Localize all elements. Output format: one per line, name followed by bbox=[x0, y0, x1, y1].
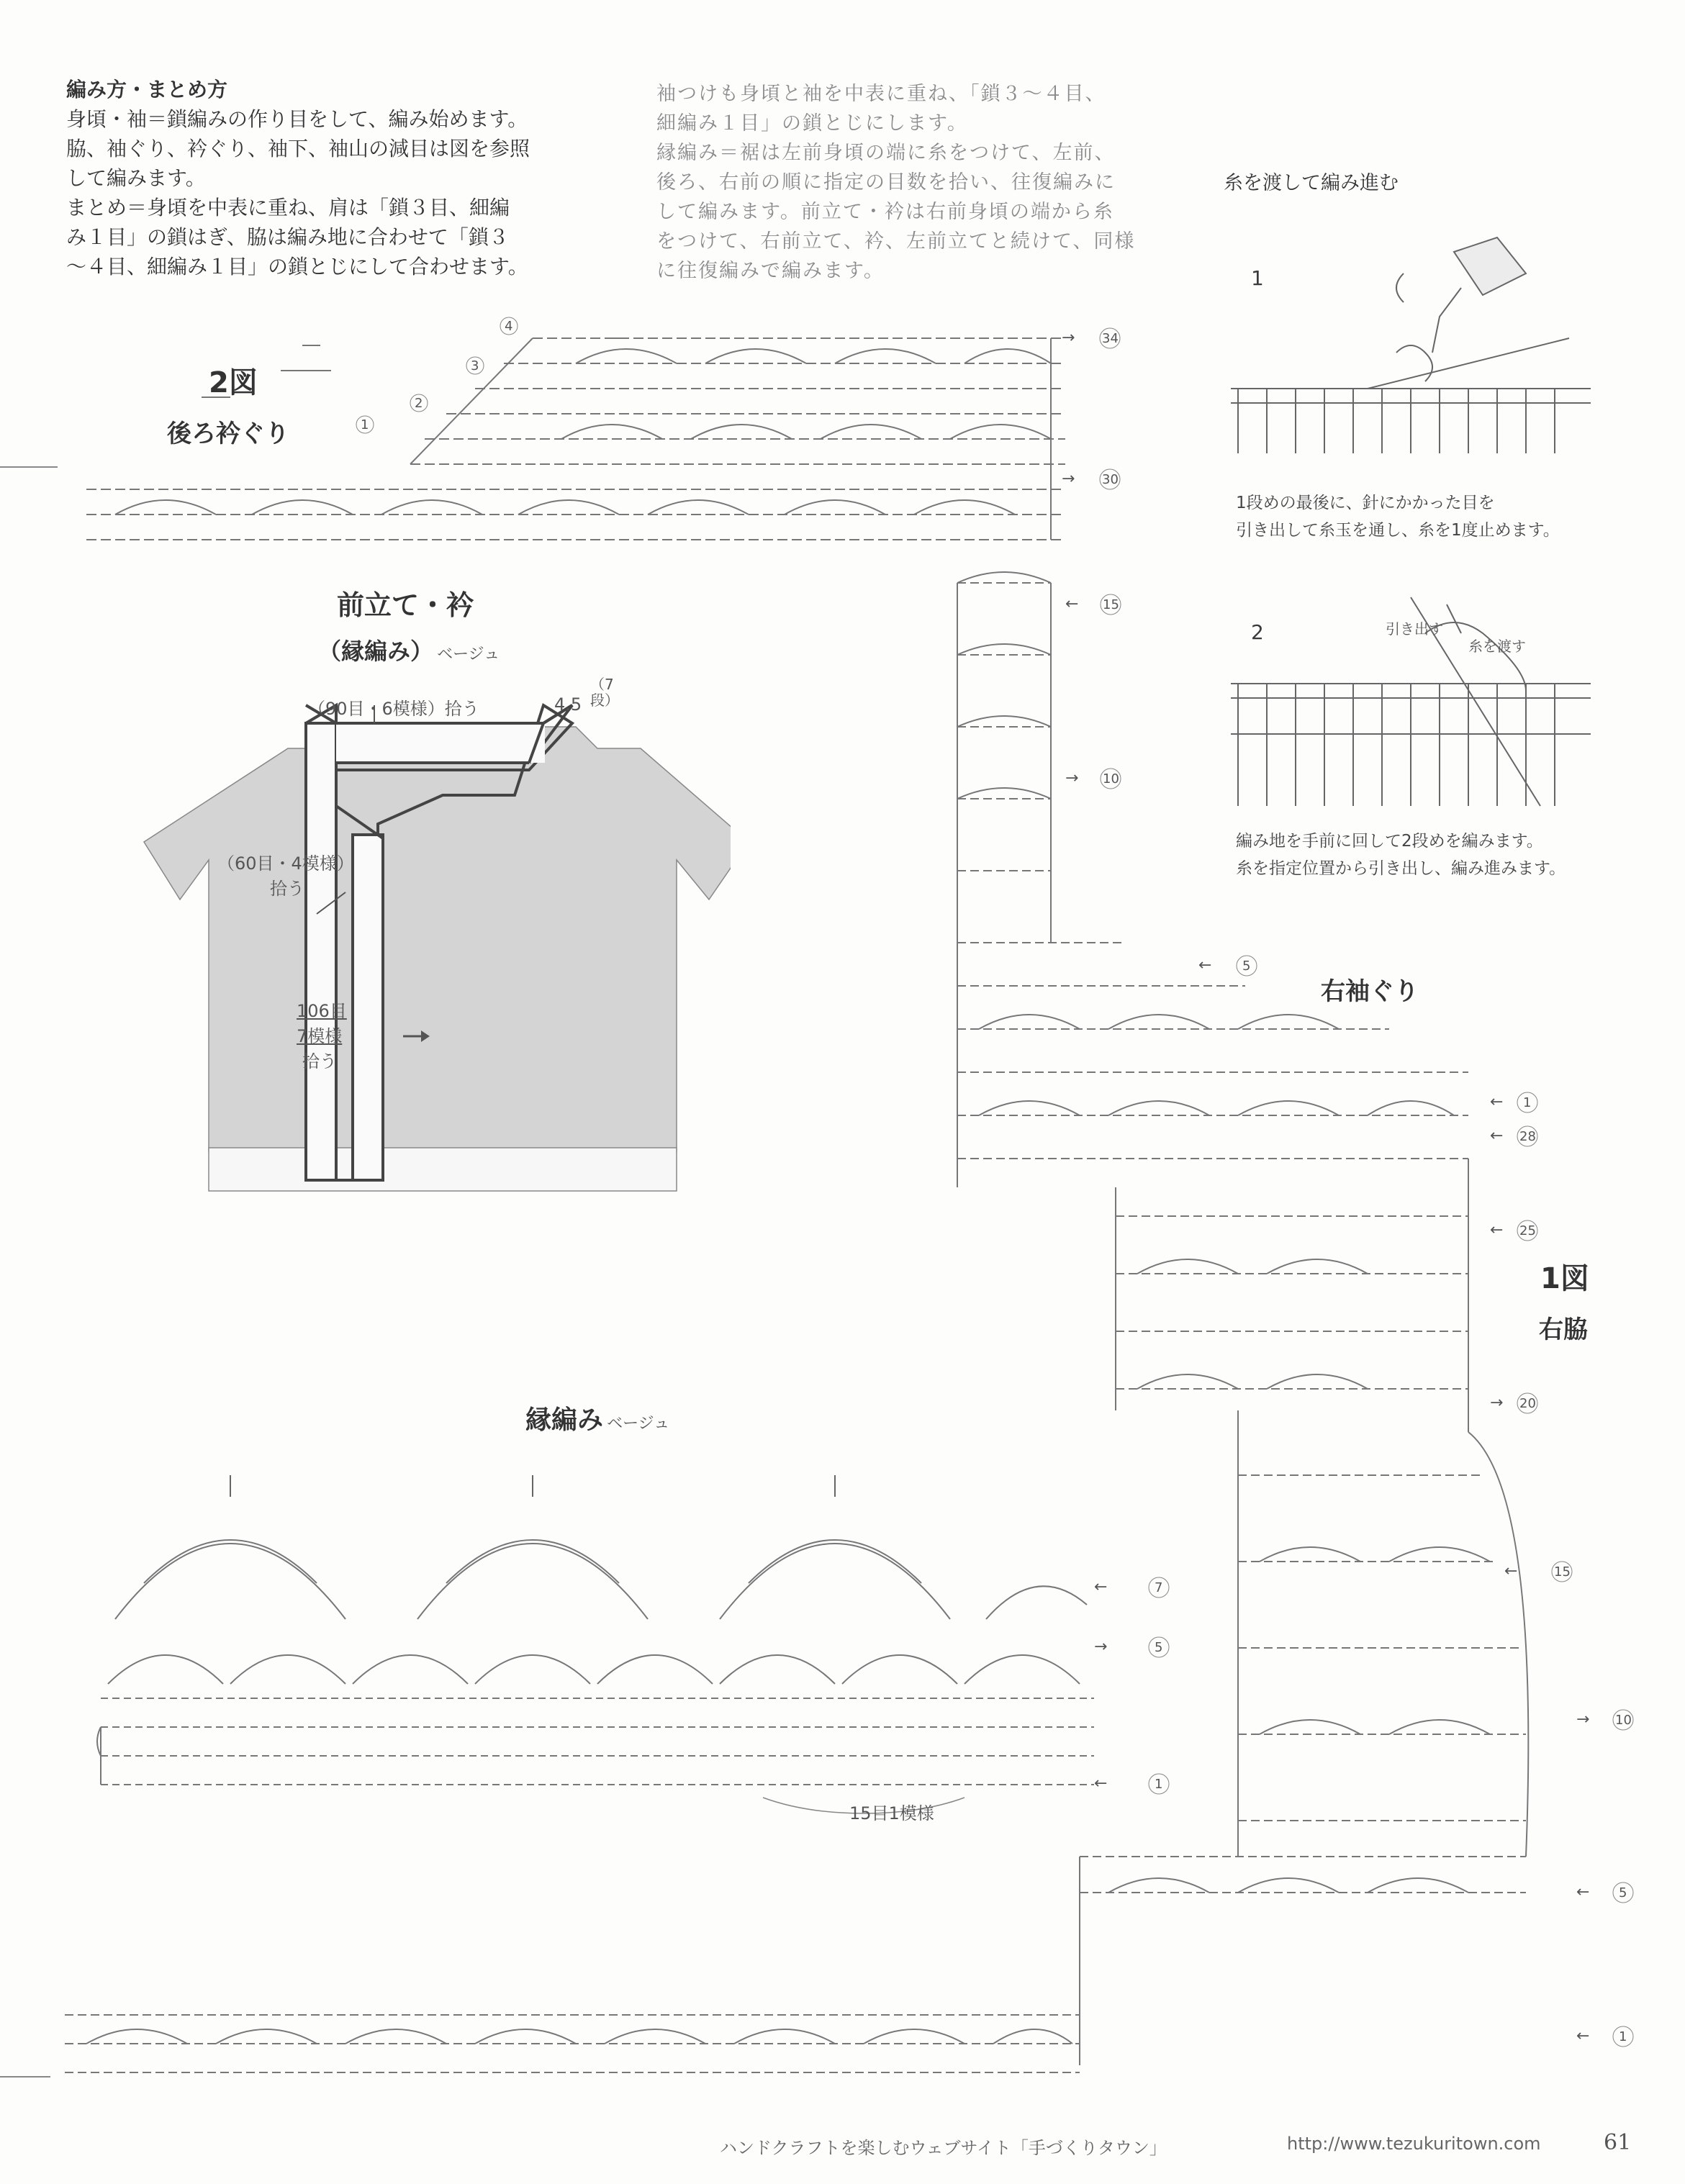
instruction-line: して編みます。 bbox=[66, 166, 206, 190]
svg-text:←: ← bbox=[1490, 1127, 1504, 1145]
instruction-line: み１目」の鎖はぎ、脇は編み地に合わせて「鎖３ bbox=[66, 225, 509, 249]
fig1-row-label: 10 bbox=[1615, 1713, 1632, 1728]
front-band-subtitle-row bbox=[318, 633, 500, 666]
edging-repeat-label: 15目1模様 bbox=[849, 1803, 934, 1823]
fig1-row-label: 20 bbox=[1519, 1396, 1536, 1411]
tip-illustration-1 bbox=[1224, 209, 1598, 468]
fig1-row-label: 5 bbox=[1242, 959, 1251, 974]
fig2-row-label-30: 30 bbox=[1102, 472, 1119, 487]
fig2-row-label-34: 34 bbox=[1102, 331, 1119, 346]
fig1-row-label: 25 bbox=[1519, 1223, 1536, 1238]
margin-rule bbox=[0, 2076, 50, 2077]
fig1-row-label: 1 bbox=[1619, 2029, 1627, 2044]
tip-label-pull: 引き出す bbox=[1386, 620, 1443, 638]
edging-title-row bbox=[525, 1400, 669, 1436]
pickup-front-label: 106目 bbox=[297, 1001, 347, 1021]
page-number: 61 bbox=[1604, 2130, 1632, 2155]
fig2-chart bbox=[72, 309, 1152, 547]
fig2-step-label: 4 bbox=[505, 319, 513, 334]
fig1-row-label: 10 bbox=[1103, 771, 1119, 787]
svg-text:←: ← bbox=[1490, 1093, 1504, 1111]
instruction-line: 身頃・袖＝鎖編みの作り目をして、編み始めます。 bbox=[66, 107, 528, 131]
svg-text:→: → bbox=[1094, 1638, 1108, 1656]
edging-color: ベージュ bbox=[607, 1415, 670, 1433]
tip-step1-number: 1 bbox=[1251, 266, 1264, 290]
instructions-left bbox=[66, 75, 642, 281]
tip-label-carry: 糸を渡す bbox=[1468, 638, 1526, 655]
pickup-side-label2: 拾う bbox=[270, 879, 304, 899]
fig2-subtitle: 後ろ衿ぐり bbox=[167, 420, 289, 448]
svg-text:→: → bbox=[1490, 1394, 1504, 1412]
instruction-line: 袖つけも身頃と袖を中表に重ね、「鎖３〜４目、 bbox=[656, 83, 1106, 105]
pickup-side-label: （60目・4模様） bbox=[217, 853, 354, 874]
fig1-title: 1図 bbox=[1540, 1262, 1589, 1295]
tip-caption-line: 糸を指定位置から引き出し、編み進みます。 bbox=[1236, 859, 1566, 878]
svg-text:←: ← bbox=[1576, 2027, 1590, 2045]
tip-caption-line: 1段めの最後に、針にかかった目を bbox=[1236, 494, 1495, 512]
edging-row-label: 7 bbox=[1155, 1580, 1163, 1595]
instructions-right bbox=[656, 79, 1203, 286]
fig2-title: 2図 bbox=[209, 366, 258, 399]
front-band-title: 前立て・衿 bbox=[337, 589, 474, 621]
instruction-line: して編みます。前立て・衿は右前身頃の端から糸 bbox=[656, 201, 1114, 223]
svg-text:←: ← bbox=[1065, 595, 1079, 613]
edging-row-label: 5 bbox=[1155, 1640, 1163, 1655]
band-width-label: 4.5 bbox=[554, 694, 582, 715]
fig1-row-label: 1 bbox=[1523, 1095, 1532, 1110]
edging-row-label: 1 bbox=[1155, 1777, 1163, 1792]
svg-text:←: ← bbox=[1490, 1221, 1504, 1239]
fig1-row-label: 28 bbox=[1519, 1129, 1536, 1144]
edging-chart bbox=[86, 1454, 1209, 1835]
svg-text:←: ← bbox=[1504, 1562, 1518, 1580]
fig1-row-label: 15 bbox=[1554, 1564, 1571, 1580]
svg-text:←: ← bbox=[1094, 1578, 1108, 1596]
tip-caption-line: 引き出して糸玉を通し、糸を1度止めます。 bbox=[1236, 521, 1560, 540]
pickup-top-label: （90目・6模様）拾う bbox=[308, 699, 479, 719]
band-rows-label: （7段） bbox=[590, 676, 619, 709]
svg-text:→: → bbox=[1065, 769, 1079, 787]
fig2-step-label: 2 bbox=[415, 396, 423, 411]
instructions-heading: 編み方・まとめ方 bbox=[66, 78, 228, 101]
hem-strip-chart bbox=[58, 1993, 1087, 2080]
instruction-line: 後ろ、右前の順に指定の目数を拾い、往復編みに bbox=[656, 171, 1116, 194]
front-band-color: ベージュ bbox=[437, 645, 500, 663]
fig1-subtitle: 右脇 bbox=[1539, 1315, 1588, 1344]
fig1-chart bbox=[936, 568, 1655, 2087]
instruction-line: 縁編み＝裾は左前身頃の端に糸をつけて、左前、 bbox=[656, 142, 1116, 164]
instruction-line: 〜４目、細編み１目」の鎖とじにして合わせます。 bbox=[66, 255, 528, 278]
instruction-line: に往復編みで編みます。 bbox=[656, 260, 885, 282]
svg-text:←: ← bbox=[1198, 956, 1212, 974]
tip-caption-1 bbox=[1236, 489, 1560, 544]
pickup-front-label3: 拾う bbox=[302, 1051, 337, 1071]
tip-step2-number: 2 bbox=[1251, 620, 1264, 644]
tip-caption-line: 編み地を手前に回して2段めを編みます。 bbox=[1236, 832, 1543, 851]
svg-text:→: → bbox=[1062, 470, 1075, 488]
fig1-row-label: 15 bbox=[1103, 597, 1119, 612]
cardigan-schematic bbox=[140, 684, 731, 1202]
svg-text:←: ← bbox=[1576, 1883, 1590, 1901]
instruction-line: をつけて、右前立て、衿、左前立てと続けて、同様 bbox=[656, 230, 1136, 253]
svg-text:→: → bbox=[1062, 329, 1075, 347]
fig2-step-label: 1 bbox=[361, 417, 369, 432]
footer-text: ハンドクラフトを楽しむウェブサイト「手づくりタウン」 bbox=[720, 2138, 1167, 2158]
instruction-line: 脇、袖ぐり、衿ぐり、袖下、袖山の減目は図を参照 bbox=[66, 137, 530, 160]
instruction-line: まとめ＝身頃を中表に重ね、肩は「鎖３目、細編 bbox=[66, 196, 510, 219]
edging-title: 縁編み bbox=[525, 1405, 604, 1435]
footer-url[interactable]: http://www.tezukuritown.com bbox=[1287, 2134, 1541, 2154]
armhole-label: 右袖ぐり bbox=[1321, 977, 1419, 1006]
svg-text:→: → bbox=[1576, 1711, 1590, 1728]
front-band-subtitle: （縁編み） bbox=[318, 638, 434, 665]
svg-text:←: ← bbox=[1094, 1775, 1108, 1793]
fig1-row-label: 5 bbox=[1619, 1885, 1627, 1900]
tip-title: 糸を渡して編み進む bbox=[1224, 172, 1399, 194]
margin-rule bbox=[0, 466, 58, 468]
pickup-front-label2: 7模様 bbox=[297, 1026, 343, 1046]
instruction-line: 細編み１目」の鎖とじにします。 bbox=[656, 112, 968, 135]
fig2-step-label: 3 bbox=[471, 358, 479, 373]
